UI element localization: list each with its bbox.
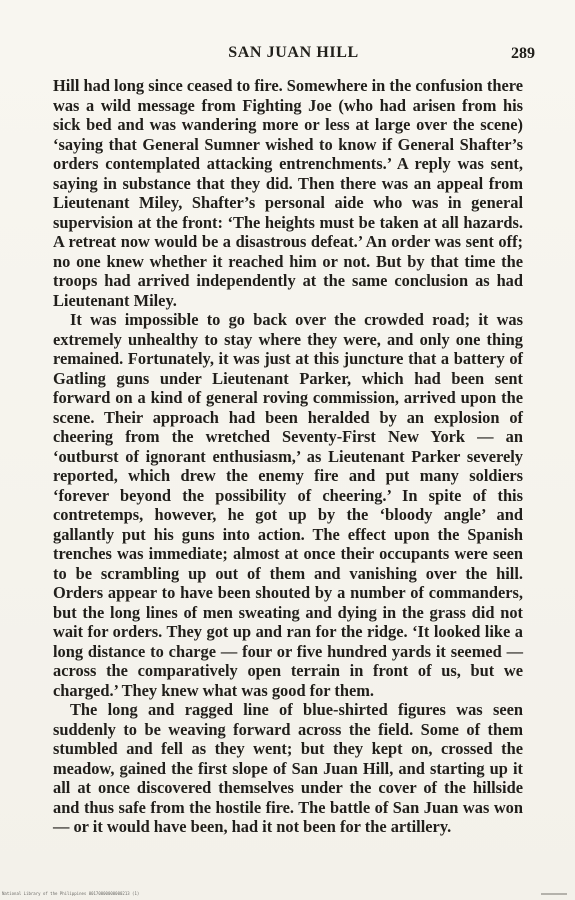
- page-edge-mark: [541, 893, 567, 895]
- running-head: [52, 44, 535, 66]
- page-number: 289: [511, 45, 535, 62]
- running-title: SAN JUAN HILL: [228, 44, 359, 61]
- paragraph-2: It was impossible to go back over the crowded road; it was extremely unhealthy to stay where they were, and only one thing remained. Fortunately, it was just at this juncture that a battery of Gatling guns under Lieutenant Parker, which had been sent forward on a kind of general roving commission, arrived upon the scene. Their approach had been heralded by an explosion of cheering from the wretched Seventy-First New York — an ‘outburst of ignorant enthusiasm,’ as Lieutenant Parker severely reported, which drew the enemy fire and put many soldiers ‘forever beyond the possibility of cheering.’ In spite of this contretemps, however, he got up by the ‘bloody angle’ and gallantly put his guns into action. The effect upon the Spanish trenches was immediate; almost at once their occupants were seen to be scrambling up out of them and vanishing over the hill. Orders appear to have been shouted by a number of commanders, but the long lines of men sweating and dying in the grass did not wait for orders. They got up and ran for the ridge. ‘It looked like a long distance to charge — four or five hundred yards it seemed — across the comparatively open terrain in front of us, but we charged.’ They knew what was good for them.: [53, 310, 523, 700]
- body-text: [53, 76, 523, 837]
- scan-credit: National Library of the Philippines 00170000000000213 (1): [2, 891, 140, 896]
- paragraph-3: The long and ragged line of blue-shirted figures was seen suddenly to be weaving forward across the field. Some of them stumbled and fell as they went; but they kept on, crossed the meadow, gained the first slope of San Juan Hill, and starting up it all at once discovered themselves under the cover of the hillside and thus safe from the hostile fire. The battle of San Juan was won — or it would have been, had it not been for the artillery.: [53, 700, 523, 836]
- paragraph-1: Hill had long since ceased to fire. Somewhere in the confusion there was a wild message from Fighting Joe (who had arisen from his sick bed and was wandering more or less at large over the scene) ‘saying that General Sumner wished to know if General Shafter’s orders contemplated attacking entrenchments.’ A reply was sent, saying in substance that they did. Then there was an appeal from Lieutenant Miley, Shafter’s personal aide who was in general supervision at the front: ‘The heights must be taken at all hazards. A retreat now would be a disastrous defeat.’ An order was sent off; no one knew whether it reached him or not. But by that time the troops had arrived independently at the same conclusion as had Lieutenant Miley.: [53, 76, 523, 310]
